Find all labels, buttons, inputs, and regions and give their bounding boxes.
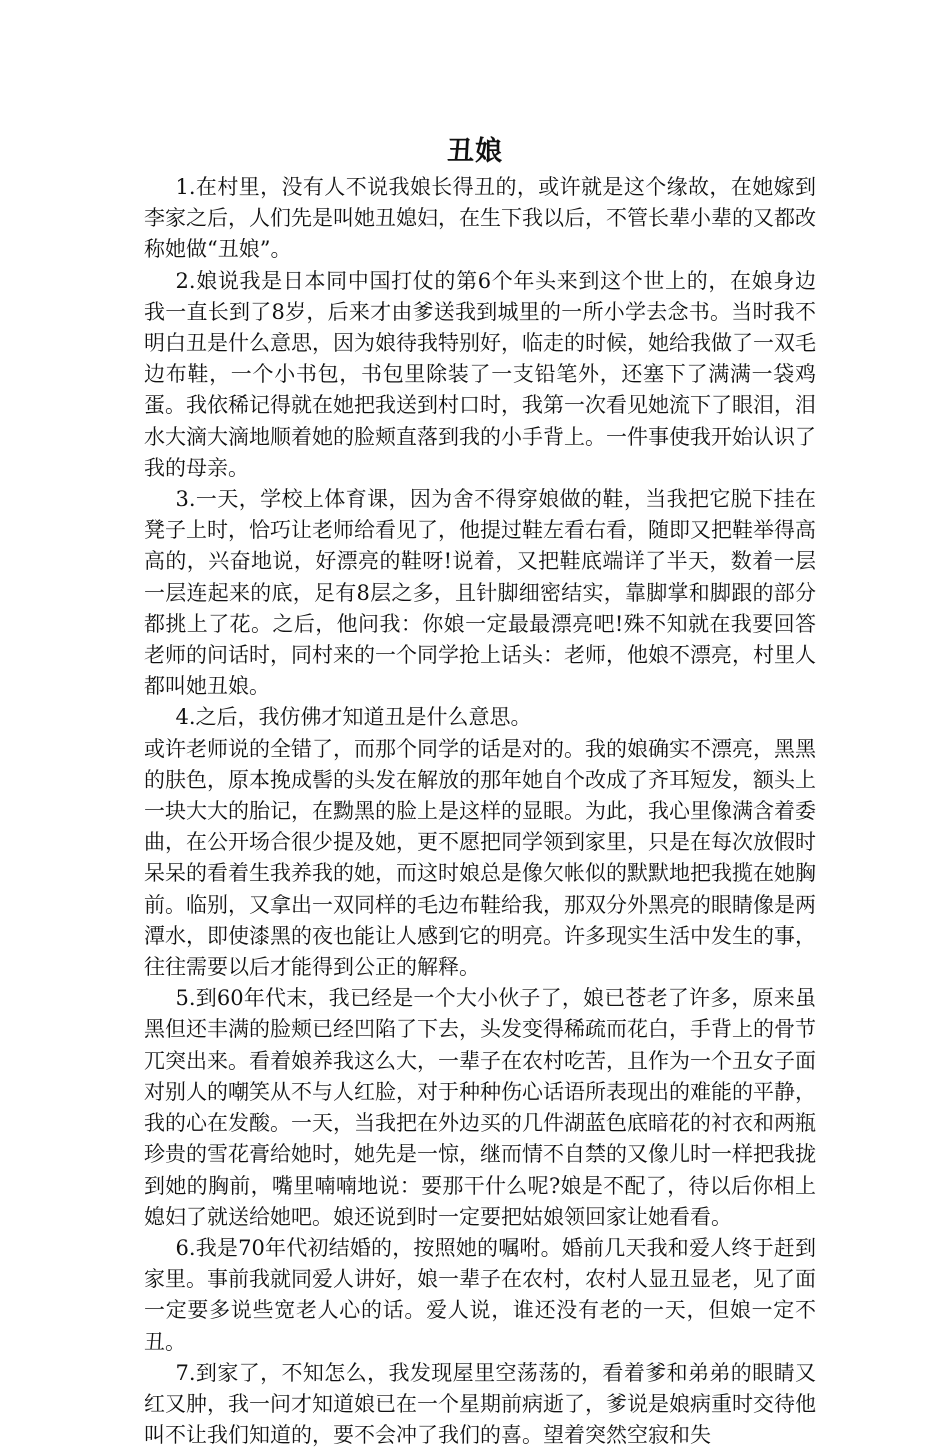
paragraph-4: 4.之后，我仿佛才知道丑是什么意思。 — [175, 705, 532, 730]
paragraph-6: 6.我是70年代初结婚的，按照她的嘱咐。婚前几天我和爱人终于赶到家里。事前我就同爱人讲好，娘一辈子在农村，农村人显丑显老，见了面一定要多说些宽老人心的话。爱人说，谁还没有老的一天，但娘一定不丑。 — [144, 1235, 816, 1354]
document-title: 丑娘 — [447, 136, 503, 167]
paragraph-5: 5.到60年代末，我已经是一个大小伙子了，娘已苍老了许多，原来虽黑但还丰满的脸颊已经凹陷了下去，头发变得稀疏而花白，手背上的骨节兀突出来。看着娘养我这么大，一辈子在农村吃苦，且作为一个丑女子面对别人的嘲笑从不与人红脸，对于种种伤心话语所表现出的难能的平静，我的心在发酸。一天，当我把在外边买的几件湖蓝色底暗花的衬衣和两瓶珍贵的雪花膏给她时，她先是一惊，继而情不自禁的又像儿时一样把我拢到她的胸前，嘴里喃喃地说：要那干什么呢?娘是不配了，待以后你相上媳妇了就送给她吧。娘还说到时一定要把姑娘领回家让她看看。 — [144, 986, 816, 1229]
paragraph-3: 3.一天，学校上体育课，因为舍不得穿娘做的鞋，当我把它脱下挂在凳子上时，恰巧让老师给看见了，他提过鞋左看右看，随即又把鞋举得高高的，兴奋地说，好漂亮的鞋呀!说着，又把鞋底端详了半天，数着一层一层连起来的底，足有8层之多，且针脚细密结实，靠脚掌和脚跟的部分都挑上了花。之后，他问我：你娘一定最最漂亮吧!殊不知就在我要回答老师的问话时，同村来的一个同学抢上话头：老师，他娘不漂亮，村里人都叫她丑娘。 — [144, 487, 816, 699]
paragraph-4-continued: 或许老师说的全错了，而那个同学的话是对的。我的娘确实不漂亮，黑黑的肤色，原本挽成髻的头发在解放的那年她自个改成了齐耳短发，额头上一块大大的胎记，在黝黑的脸上是这样的显眼。为此，我心里像满含着委曲，在公开场合很少提及她，更不愿把同学领到家里，只是在每次放假时呆呆的看着生我养我的她，而这时娘总是像欠帐似的默默地把我揽在她胸前。临别，又拿出一双同样的毛边布鞋给我，那双分外黑亮的眼睛像是两潭水，即使漆黑的夜也能让人感到它的明亮。许多现实生活中发生的事，往往需要以后才能得到公正的解释。 — [144, 736, 816, 980]
paragraph-1: 1.在村里，没有人不说我娘长得丑的，或许就是这个缘故，在她嫁到李家之后，人们先是叫她丑媳妇，在生下我以后，不管长辈小辈的又都改称她做“丑娘”。 — [144, 175, 816, 262]
paragraph-2: 2.娘说我是日本同中国打仗的第6个年头来到这个世上的，在娘身边我一直长到了8岁，后来才由爹送我到城里的一所小学去念书。当时我不明白丑是什么意思，因为娘待我特别好，临走的时候，她给我做了一双毛边布鞋，一个小书包，书包里除装了一支铅笔外，还塞下了满满一袋鸡蛋。我依稀记得就在她把我送到村口时，我第一次看见她流下了眼泪，泪水大滴大滴地顺着她的脸颊直落到我的小手背上。一件事使我开始认识了我的母亲。 — [144, 268, 816, 480]
paragraph-7: 7.到家了，不知怎么，我发现屋里空荡荡的，看着爹和弟弟的眼睛又红又肿，我一问才知道娘已在一个星期前病逝了，爹说是娘病重时交待他叫不让我们知道的，要不会冲了我们的喜。望着突然空寂和失 — [144, 1360, 816, 1448]
document-body — [144, 172, 816, 1451]
